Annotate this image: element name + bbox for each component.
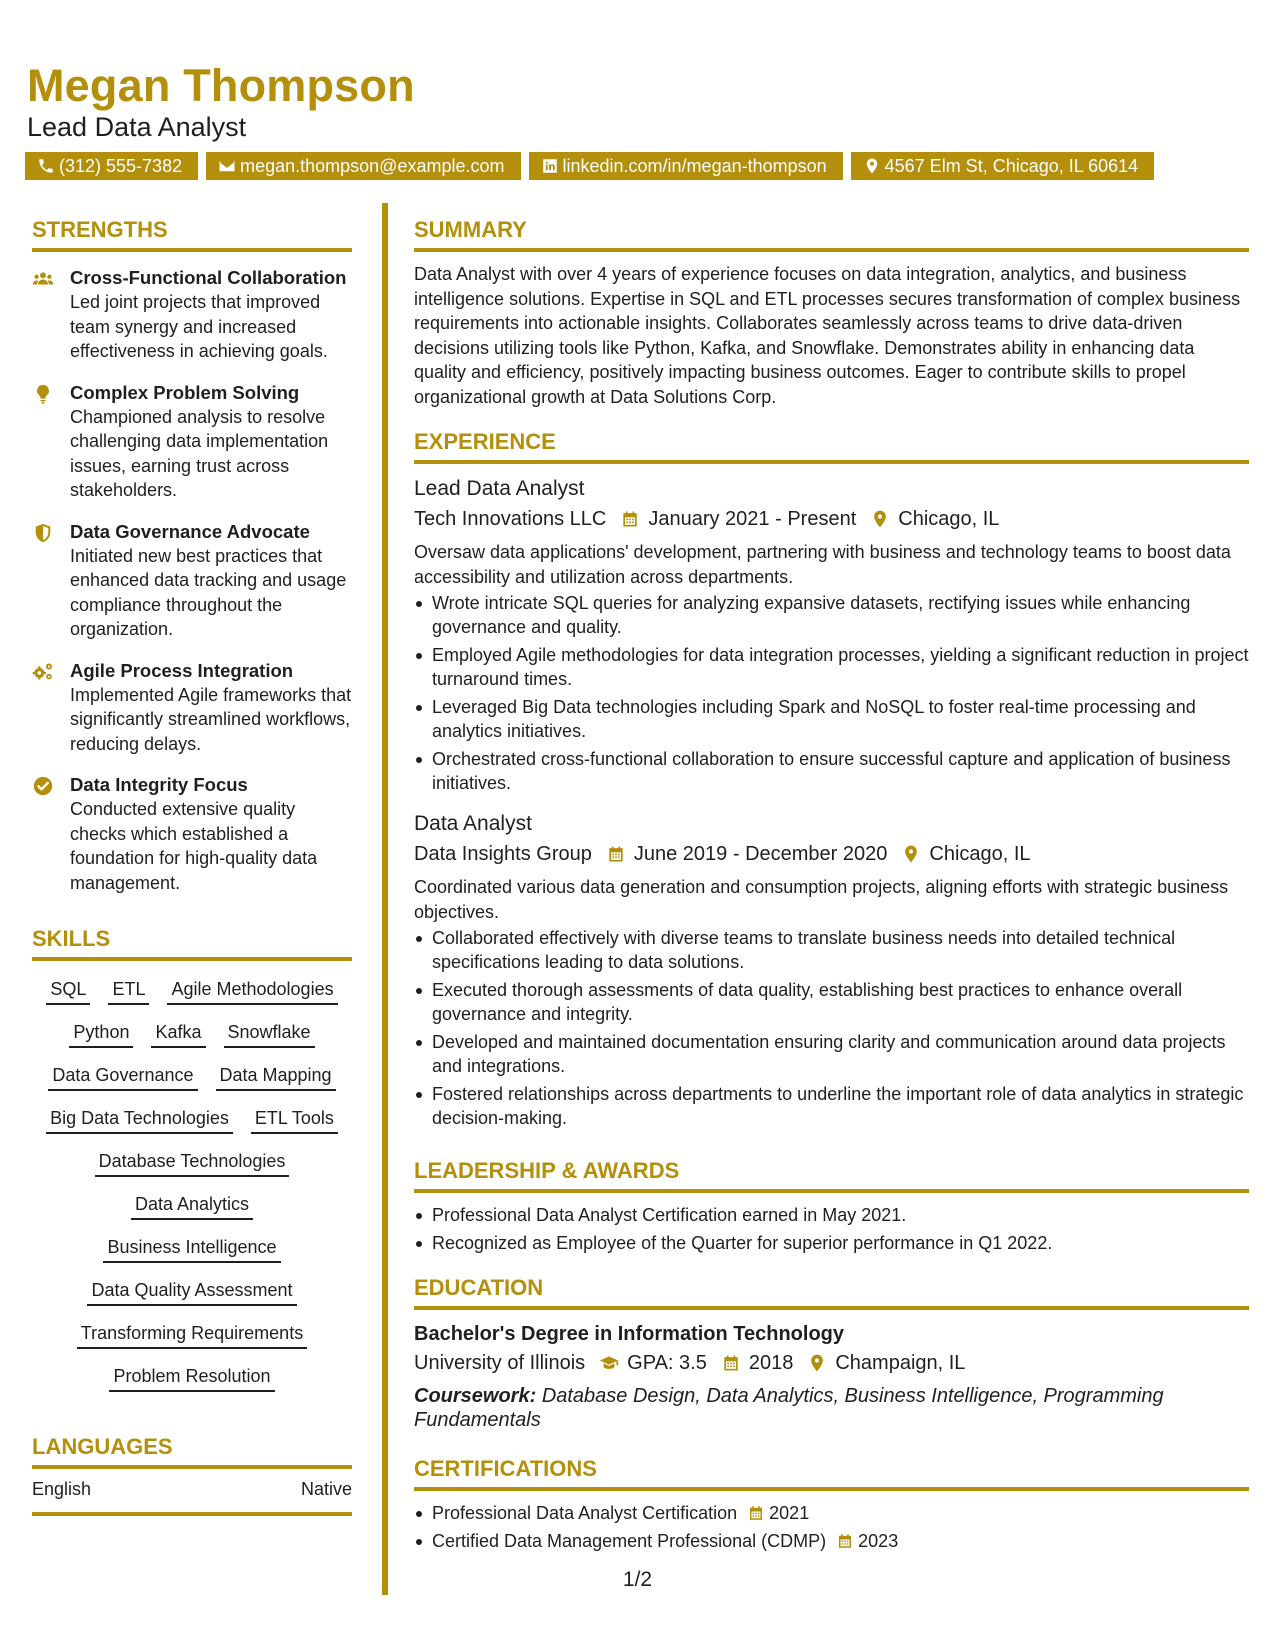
language-name: English [32, 1479, 92, 1499]
job-meta [414, 839, 1249, 869]
gpa: GPA: 3.5 [627, 1352, 707, 1374]
strength-title: Agile Process Integration [70, 659, 294, 681]
certification-year: 2023 [858, 1531, 899, 1551]
school-location: Champaign, IL [835, 1352, 966, 1374]
education-meta [414, 1348, 1249, 1378]
skill-tag: Problem Resolution [109, 1364, 274, 1392]
languages-section [32, 1420, 352, 1516]
strength-item [32, 266, 352, 364]
awards-heading: LEADERSHIP & AWARDS [414, 1144, 1249, 1193]
gears-icon [32, 661, 54, 683]
skill-tag: Data Quality Assessment [87, 1278, 296, 1306]
contact-phone-text: (312) 555-7382 [59, 155, 183, 176]
page-number: 1/2 [622, 1568, 653, 1591]
phone-icon [37, 157, 55, 175]
skill-tag: ETL [108, 977, 149, 1005]
right-column [414, 203, 1249, 1557]
linkedin-icon [541, 157, 559, 175]
strength-desc: Led joint projects that improved team synergy and increased effectiveness in achieving goals. [70, 292, 328, 361]
strength-desc: Implemented Agile frameworks that significantly streamlined workflows, reducing delays. [70, 684, 352, 754]
contact-phone[interactable] [25, 152, 198, 180]
contact-address[interactable] [851, 152, 1155, 180]
contact-bar [25, 152, 1154, 180]
skill-tag: Business Intelligence [103, 1235, 280, 1263]
certification-name: Certified Data Management Professional (CDMP) [432, 1531, 827, 1551]
certifications-heading: CERTIFICATIONS [414, 1442, 1249, 1491]
job-meta [414, 504, 1249, 534]
left-column [32, 203, 352, 1516]
candidate-name: Megan Thompson [27, 60, 415, 111]
skill-tag: Kafka [151, 1020, 205, 1048]
list-item: Leveraged Big Data technologies including Spark and NoSQL to foster real-time processing and analytics initiatives. [414, 695, 1249, 743]
job-location: Chicago, IL [898, 508, 1000, 530]
envelope-icon [218, 157, 236, 175]
contact-email-text: megan.thompson@example.com [240, 155, 505, 176]
summary-text: Data Analyst with over 4 years of experience focuses on data integration, analytics, and business intelligence solutions. Expertise in SQL and ETL processes secures transformation of complex business requirements into actionable insights. Collaborates seamlessly across teams to drive data-driven decisions utilizing tools like Python, Kafka, and Snowflake. Demonstrates ability in enhancing data quality and efficiency, positively impacting business outcomes. Eager to contribute skills to propel organizational growth at Data Solutions Corp. [414, 264, 1241, 407]
strength-item [32, 773, 352, 895]
job-description: Oversaw data applications' development, partnering with business and technology teams to boost data accessibility and utilization across departments. [414, 542, 1231, 587]
strength-item [32, 381, 352, 503]
strengths-list [32, 266, 352, 895]
candidate-title: Lead Data Analyst [27, 112, 247, 142]
certification-name: Professional Data Analyst Certification [432, 1503, 738, 1523]
skill-tag: Data Analytics [131, 1192, 253, 1220]
strength-desc: Championed analysis to resolve challenging data implementation issues, earning trust across stakeholders. [70, 406, 329, 500]
job-dates: June 2019 - December 2020 [633, 843, 888, 865]
calendar-icon [721, 1353, 741, 1373]
graduation-year: 2018 [748, 1352, 794, 1374]
list-item: Fostered relationships across departments to underline the important role of data analytics in strategic decision-making. [414, 1082, 1249, 1130]
coursework-list: Database Design, Data Analytics, Business Intelligence, Programming Fundamentals [414, 1385, 1164, 1431]
awards-list [414, 1203, 1249, 1255]
job-bullets [414, 591, 1249, 795]
skill-tag: Agile Methodologies [167, 977, 337, 1005]
coursework-label: Coursework: [414, 1385, 537, 1407]
calendar-icon [836, 1532, 854, 1550]
skills-heading: SKILLS [32, 912, 352, 961]
column-divider [382, 203, 388, 1595]
strength-desc: Initiated new best practices that enhanced data tracking and usage compliance throughout the organization. [70, 545, 347, 639]
skill-tag: Python [69, 1020, 133, 1048]
strength-desc: Conducted extensive quality checks which established a foundation for high-quality data management. [70, 799, 318, 893]
list-item: Recognized as Employee of the Quarter for superior performance in Q1 2022. [414, 1231, 1249, 1255]
contact-linkedin[interactable] [529, 152, 843, 180]
skill-tag: Database Technologies [95, 1149, 290, 1177]
job-title: Data Analyst [414, 812, 532, 835]
location-pin-icon [901, 844, 921, 864]
location-pin-icon [807, 1353, 827, 1373]
job-description: Coordinated various data generation and consumption projects, aligning efforts with strategic business objectives. [414, 877, 1229, 922]
strengths-heading: STRENGTHS [32, 203, 352, 252]
job-title: Lead Data Analyst [414, 477, 585, 500]
skill-tag: Snowflake [224, 1020, 315, 1048]
strength-title: Data Integrity Focus [70, 774, 248, 795]
list-item: Wrote intricate SQL queries for analyzing expansive datasets, rectifying issues while enhancing governance and quality. [414, 591, 1249, 639]
calendar-icon [747, 1504, 765, 1522]
check-circle-icon [32, 775, 54, 797]
job-company: Tech Innovations LLC [414, 508, 607, 530]
certifications-list [414, 1501, 1249, 1553]
contact-email[interactable] [206, 152, 520, 180]
job-bullets [414, 926, 1249, 1130]
school-name: University of Illinois [414, 1352, 586, 1374]
location-pin-icon [870, 509, 890, 529]
location-pin-icon [863, 157, 881, 175]
strength-title: Complex Problem Solving [70, 381, 300, 403]
list-item: Collaborated effectively with diverse teams to translate business needs into detailed technical specifications leading to data solutions. [414, 926, 1249, 974]
skill-tag: ETL Tools [251, 1106, 338, 1134]
graduation-cap-icon [599, 1353, 619, 1373]
list-item: Employed Agile methodologies for data integration processes, yielding a significant reduction in project turnaround times. [414, 643, 1249, 691]
skill-tag: Transforming Requirements [77, 1321, 307, 1349]
degree-title: Bachelor's Degree in Information Technology [414, 1323, 845, 1345]
certification-year: 2021 [769, 1503, 810, 1523]
strength-title: Data Governance Advocate [70, 520, 310, 542]
skills-list [32, 977, 352, 1392]
skill-tag: SQL [46, 977, 90, 1005]
skill-tag: Data Governance [48, 1063, 197, 1091]
job-dates: January 2021 - Present [648, 508, 857, 530]
language-row [32, 1469, 352, 1516]
job-location: Chicago, IL [929, 843, 1031, 865]
experience-heading: EXPERIENCE [414, 415, 1249, 464]
strength-item [32, 659, 352, 757]
languages-heading: LANGUAGES [32, 1420, 352, 1469]
job-company: Data Insights Group [414, 843, 592, 865]
skill-tag: Data Mapping [216, 1063, 336, 1091]
job-entry [414, 809, 1249, 1130]
calendar-icon [620, 509, 640, 529]
users-icon [32, 268, 54, 290]
strength-title: Cross-Functional Collaboration [70, 267, 347, 288]
skill-tag: Big Data Technologies [46, 1106, 233, 1134]
contact-linkedin-text: linkedin.com/in/megan-thompson [562, 155, 827, 176]
coursework [414, 1384, 1249, 1432]
list-item [414, 1501, 1249, 1525]
job-entry [414, 474, 1249, 795]
strength-item [32, 520, 352, 642]
shield-icon [32, 522, 54, 544]
lightbulb-icon [32, 383, 54, 405]
language-level: Native [300, 1479, 352, 1499]
list-item [414, 1529, 1249, 1553]
calendar-icon [606, 844, 626, 864]
list-item: Executed thorough assessments of data quality, establishing best practices to enhance overall governance and integrity. [414, 978, 1249, 1026]
contact-address-text: 4567 Elm St, Chicago, IL 60614 [884, 155, 1139, 176]
list-item: Orchestrated cross-functional collaboration to ensure successful capture and application of business initiatives. [414, 747, 1249, 795]
list-item: Developed and maintained documentation ensuring clarity and communication around data projects and integrations. [414, 1030, 1249, 1078]
summary-heading: SUMMARY [414, 203, 1249, 252]
education-heading: EDUCATION [414, 1261, 1249, 1310]
list-item: Professional Data Analyst Certification earned in May 2021. [414, 1203, 1249, 1227]
